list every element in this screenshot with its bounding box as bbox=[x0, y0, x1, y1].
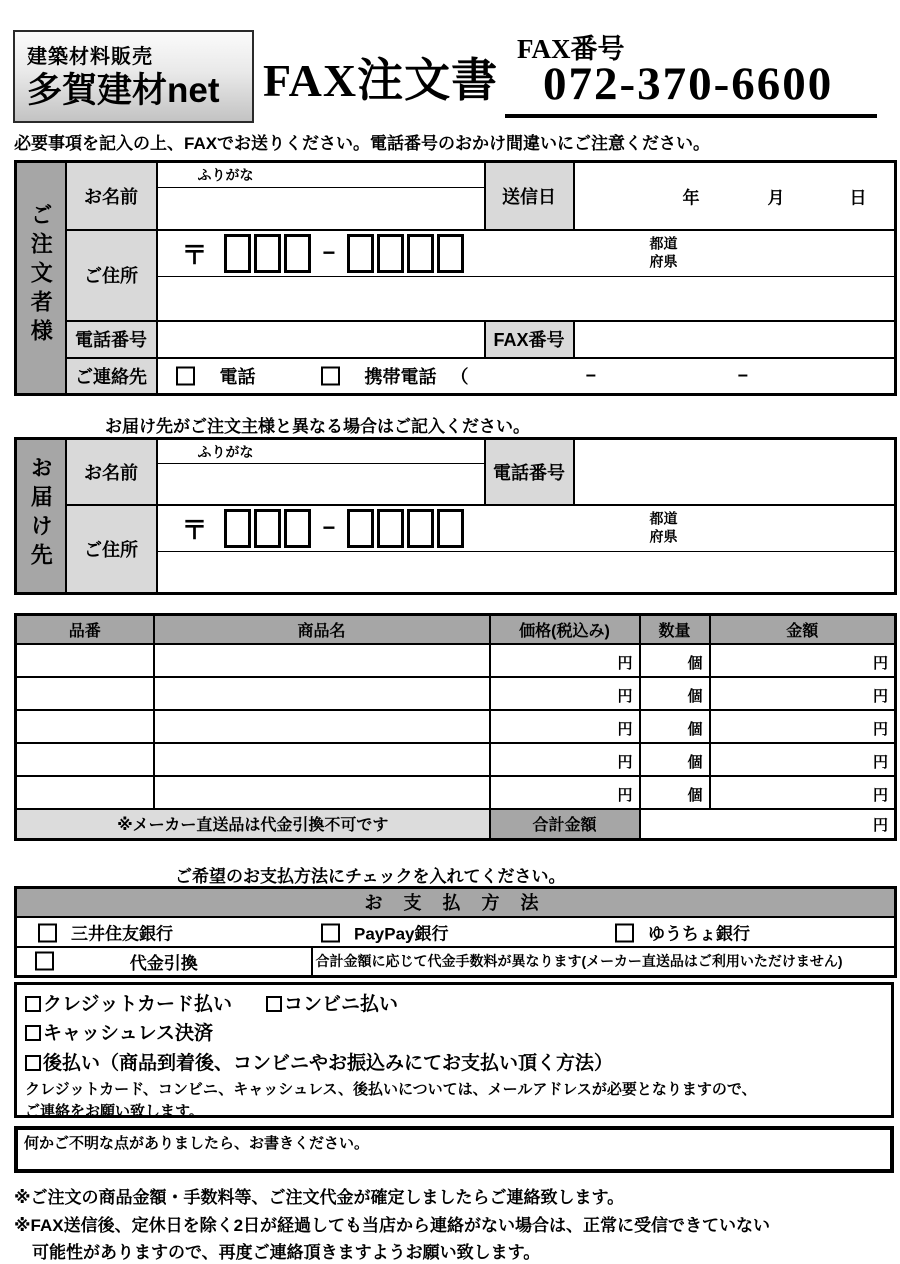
footer-note-1: ※ご注文の商品金額・手数料等、ご注文代金が確定しましたらご連絡致します。 bbox=[14, 1188, 625, 1207]
payment-caption: ご希望のお支払方法にチェックを入れてください。 bbox=[175, 867, 566, 886]
delivery-phone-input[interactable] bbox=[574, 439, 896, 505]
postal-dash: − bbox=[322, 240, 336, 266]
bank-option-paypay: PayPay銀行 bbox=[321, 919, 449, 944]
orderer-address-input[interactable] bbox=[157, 277, 896, 321]
day-label: 日 bbox=[849, 188, 867, 208]
contact-label: ご連絡先 bbox=[66, 358, 157, 395]
delivery-name-label: お名前 bbox=[66, 439, 157, 505]
postal-mark: 〒 bbox=[181, 514, 208, 545]
delivery-table bbox=[14, 437, 897, 595]
prefecture-label: 都道 府県 bbox=[649, 510, 678, 545]
cod-note: 合計金額に応じて代金手数料が異なります(メーカー直送品はご利用いただけません) bbox=[312, 947, 896, 977]
item-name-input[interactable] bbox=[154, 776, 490, 809]
item-qty-input[interactable]: 個 bbox=[640, 776, 710, 809]
contact-mobile-checkbox[interactable] bbox=[321, 366, 340, 385]
delivery-address-label: ご住所 bbox=[66, 505, 157, 594]
fax-number-value: 072-370-6600 bbox=[543, 58, 834, 110]
col-header-code: 品番 bbox=[16, 615, 154, 644]
postal-box[interactable] bbox=[347, 509, 374, 548]
orderer-fax-label: FAX番号 bbox=[485, 321, 574, 358]
orderer-phone-label: 電話番号 bbox=[66, 321, 157, 358]
form-instruction: 必要事項を記入の上、FAXでお送りください。電話番号のおかけ間違いにご注意ください。 bbox=[14, 134, 711, 153]
cashless-label: キャッシュレス決済 bbox=[43, 1023, 214, 1045]
cashless-line bbox=[25, 1019, 883, 1048]
postal-mark: 〒 bbox=[181, 239, 208, 270]
item-amount-input[interactable]: 円 bbox=[710, 710, 896, 743]
contact-dash-2: − bbox=[737, 365, 749, 386]
contact-dash-1: − bbox=[585, 365, 597, 386]
postal-dash: − bbox=[322, 515, 336, 541]
postal-box[interactable] bbox=[224, 234, 251, 273]
yucho-checkbox[interactable] bbox=[615, 923, 634, 942]
fax-number-underline bbox=[505, 114, 877, 118]
postal-box[interactable] bbox=[377, 509, 404, 548]
postal-box[interactable] bbox=[437, 234, 464, 273]
item-code-input[interactable] bbox=[16, 743, 154, 776]
col-header-price: 価格(税込み) bbox=[490, 615, 640, 644]
item-row bbox=[16, 644, 896, 677]
delivery-name-input[interactable] bbox=[157, 464, 485, 505]
credit-card-checkbox[interactable] bbox=[25, 996, 41, 1012]
col-header-product: 商品名 bbox=[154, 615, 490, 644]
postal-box[interactable] bbox=[407, 234, 434, 273]
conbini-checkbox[interactable] bbox=[266, 996, 282, 1012]
item-code-input[interactable] bbox=[16, 644, 154, 677]
postal-box[interactable] bbox=[407, 509, 434, 548]
payment-table bbox=[14, 886, 897, 978]
contact-options bbox=[157, 358, 896, 395]
postal-box[interactable] bbox=[284, 234, 311, 273]
total-amount-input[interactable]: 円 bbox=[640, 809, 896, 840]
credit-card-label: クレジットカード払い bbox=[43, 994, 232, 1015]
postal-box[interactable] bbox=[284, 509, 311, 548]
item-amount-input[interactable]: 円 bbox=[710, 644, 896, 677]
item-price-input[interactable]: 円 bbox=[490, 677, 640, 710]
cod-label: 代金引換 bbox=[129, 953, 198, 973]
postal-box[interactable] bbox=[254, 509, 281, 548]
item-code-input[interactable] bbox=[16, 710, 154, 743]
postal-box[interactable] bbox=[254, 234, 281, 273]
postal-box[interactable] bbox=[377, 234, 404, 273]
items-footer-note: ※メーカー直送品は代金引換不可です bbox=[16, 809, 490, 840]
remarks-input[interactable] bbox=[14, 1126, 894, 1173]
bank-option-yucho: ゆうちょ銀行 bbox=[615, 919, 750, 944]
orderer-fax-input[interactable] bbox=[574, 321, 896, 358]
deferred-checkbox[interactable] bbox=[25, 1055, 41, 1071]
orderer-name-input[interactable] bbox=[157, 188, 485, 230]
orderer-postal-row bbox=[157, 230, 896, 277]
item-amount-input[interactable]: 円 bbox=[710, 776, 896, 809]
item-code-input[interactable] bbox=[16, 677, 154, 710]
item-qty-input[interactable]: 個 bbox=[640, 743, 710, 776]
payment-header: お 支 払 方 法 bbox=[16, 888, 896, 917]
item-qty-input[interactable]: 個 bbox=[640, 677, 710, 710]
cod-checkbox[interactable] bbox=[35, 952, 54, 971]
item-name-input[interactable] bbox=[154, 743, 490, 776]
footer-note-2: ※FAX送信後、定休日を除く2日が経過しても当店から連絡がない場合は、正常に受信できていない bbox=[14, 1216, 771, 1235]
postal-box[interactable] bbox=[347, 234, 374, 273]
logo-company-name: 多賀建材net bbox=[27, 71, 220, 110]
postal-box[interactable] bbox=[224, 509, 251, 548]
company-logo bbox=[13, 30, 254, 123]
conbini-label: コンビニ払い bbox=[283, 994, 398, 1015]
logo-tagline: 建築材料販売 bbox=[27, 46, 153, 68]
orderer-furigana-label: ふりがな bbox=[157, 162, 485, 188]
year-label: 年 bbox=[682, 188, 700, 208]
cod-option bbox=[16, 947, 312, 977]
month-label: 月 bbox=[767, 188, 785, 208]
items-table bbox=[14, 613, 897, 841]
contact-paren: （ bbox=[450, 366, 469, 387]
deferred-label: 後払い（商品到着後、コンビニやお振込みにてお支払い頂く方法） bbox=[43, 1052, 614, 1074]
bank-options-row bbox=[16, 917, 896, 947]
item-qty-input[interactable]: 個 bbox=[640, 644, 710, 677]
send-date-input[interactable] bbox=[574, 162, 896, 230]
delivery-address-input[interactable] bbox=[157, 552, 896, 594]
postal-box[interactable] bbox=[437, 509, 464, 548]
delivery-postal-row bbox=[157, 505, 896, 552]
total-amount-label: 合計金額 bbox=[490, 809, 640, 840]
deferred-line bbox=[25, 1049, 883, 1078]
item-amount-input[interactable]: 円 bbox=[710, 743, 896, 776]
item-price-input[interactable]: 円 bbox=[490, 743, 640, 776]
orderer-section-label: ご注文者様 bbox=[16, 162, 66, 395]
item-row bbox=[16, 743, 896, 776]
payment-email-note: クレジットカード、コンビニ、キャッシュレス、後払いについては、メールアドレスが必要となりますので、 ご連絡をお願い致します。 bbox=[25, 1082, 757, 1121]
bank-option-smbc: 三井住友銀行 bbox=[38, 919, 173, 944]
paypay-checkbox[interactable] bbox=[321, 923, 340, 942]
item-price-input[interactable]: 円 bbox=[490, 644, 640, 677]
item-name-input[interactable] bbox=[154, 644, 490, 677]
contact-phone-checkbox[interactable] bbox=[176, 366, 195, 385]
col-header-amount: 金額 bbox=[710, 615, 896, 644]
item-name-input[interactable] bbox=[154, 710, 490, 743]
orderer-phone-input[interactable] bbox=[157, 321, 485, 358]
item-row bbox=[16, 677, 896, 710]
footer-note-3: 可能性がありますので、再度ご連絡頂きますようお願い致します。 bbox=[32, 1243, 541, 1262]
delivery-furigana-label: ふりがな bbox=[157, 439, 485, 464]
other-payment-box bbox=[14, 982, 894, 1121]
contact-phone-label: 電話 bbox=[219, 366, 256, 387]
item-price-input[interactable]: 円 bbox=[490, 776, 640, 809]
send-date-label: 送信日 bbox=[485, 162, 574, 230]
item-amount-input[interactable]: 円 bbox=[710, 677, 896, 710]
credit-conbini-line bbox=[25, 990, 883, 1019]
prefecture-label: 都道 府県 bbox=[649, 235, 678, 270]
delivery-section-label: お届け先 bbox=[16, 439, 66, 594]
page-title: FAX注文書 bbox=[263, 55, 499, 106]
item-price-input[interactable]: 円 bbox=[490, 710, 640, 743]
fax-number-label: FAX番号 bbox=[517, 34, 625, 64]
delivery-note: お届け先がご注文主様と異なる場合はご記入ください。 bbox=[105, 417, 530, 436]
orderer-address-label: ご住所 bbox=[66, 230, 157, 321]
orderer-table bbox=[14, 160, 897, 396]
cashless-checkbox[interactable] bbox=[25, 1025, 41, 1041]
remarks-label: 何かご不明な点がありましたら、お書きください。 bbox=[24, 1135, 370, 1152]
item-row bbox=[16, 776, 896, 809]
smbc-checkbox[interactable] bbox=[38, 923, 57, 942]
orderer-name-label: お名前 bbox=[66, 162, 157, 230]
contact-mobile-label: 携帯電話 bbox=[364, 366, 437, 387]
item-row bbox=[16, 710, 896, 743]
item-qty-input[interactable]: 個 bbox=[640, 710, 710, 743]
item-name-input[interactable] bbox=[154, 677, 490, 710]
delivery-phone-label: 電話番号 bbox=[485, 439, 574, 505]
col-header-qty: 数量 bbox=[640, 615, 710, 644]
item-code-input[interactable] bbox=[16, 776, 154, 809]
